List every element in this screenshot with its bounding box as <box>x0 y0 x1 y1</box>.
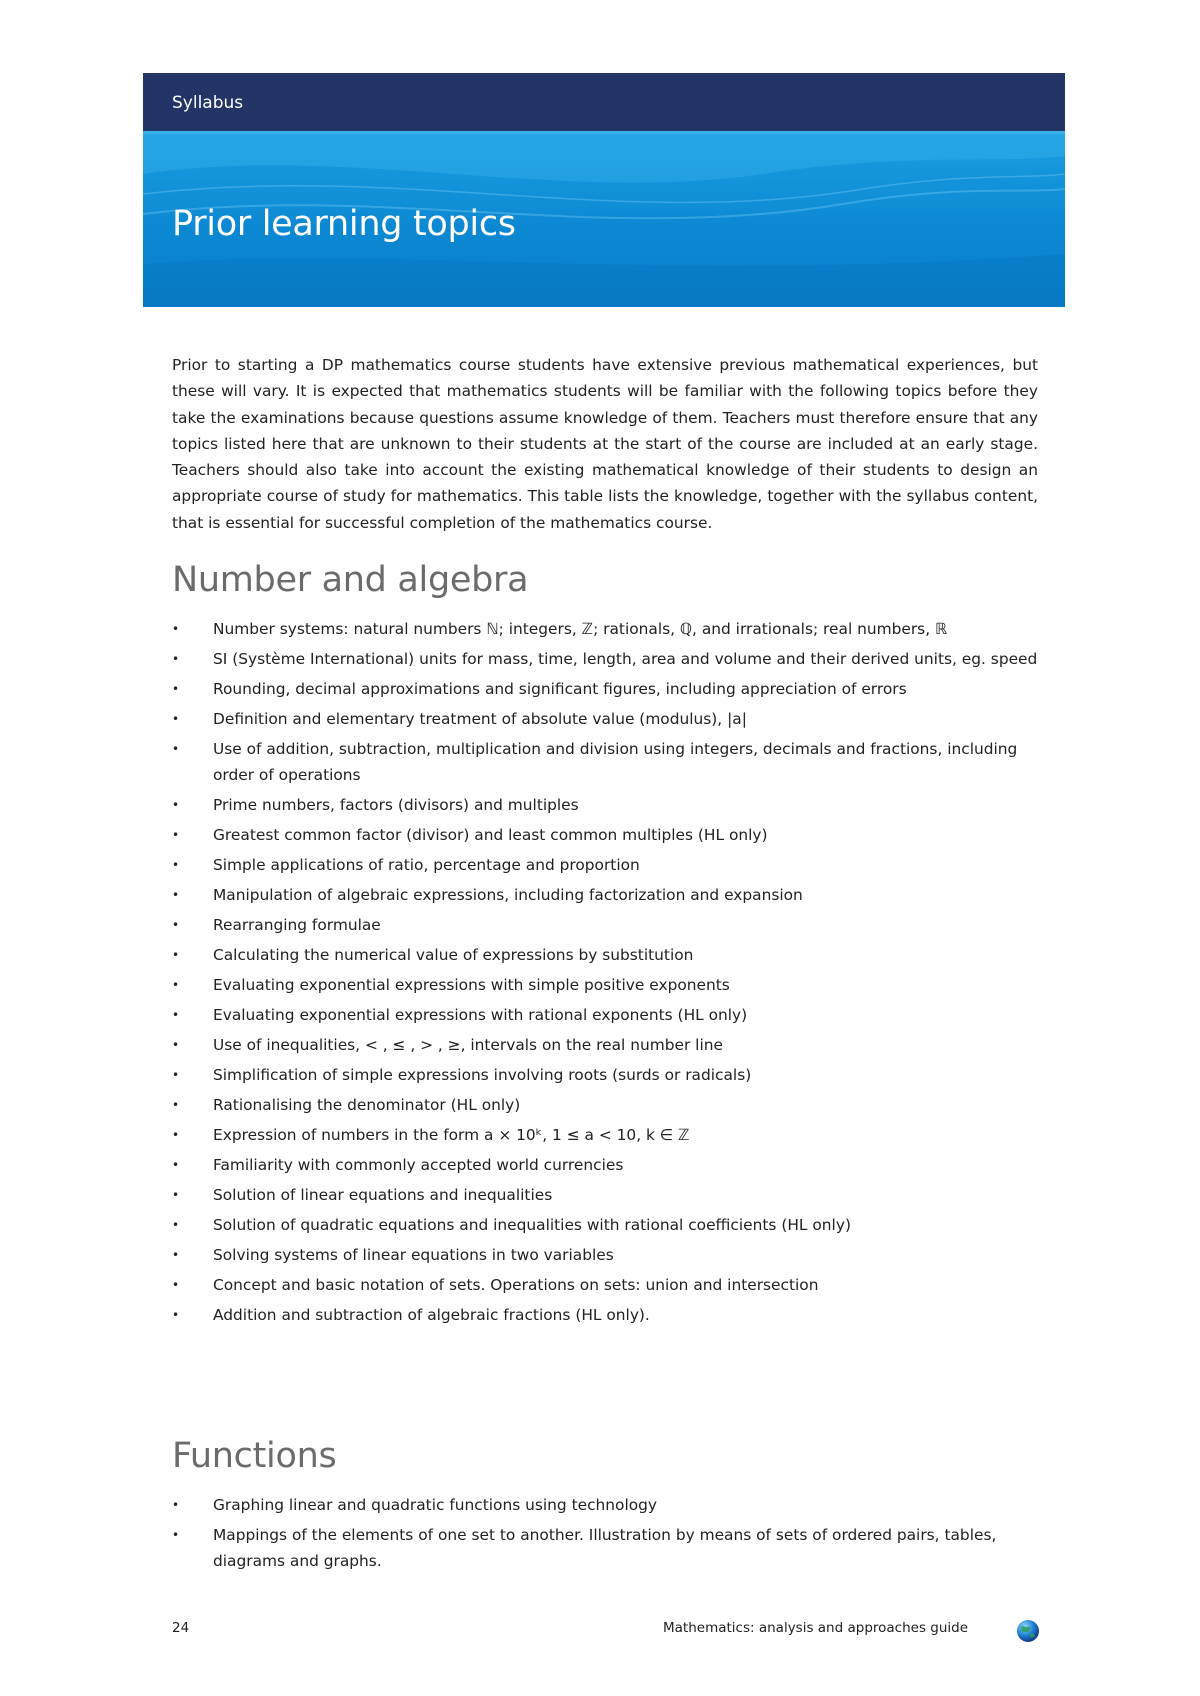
list-item <box>172 1032 1038 1058</box>
list-item-text: Simple applications of ratio, percentage and proportion <box>213 856 640 874</box>
list-item-text: Definition and elementary treatment of absolute value (modulus), |a| <box>213 710 747 728</box>
list-item <box>172 676 1038 702</box>
list-item <box>172 1062 1038 1088</box>
title-banner <box>143 134 1065 307</box>
number-algebra-list <box>172 616 1038 1332</box>
globe-icon <box>1016 1619 1040 1643</box>
page-number: 24 <box>172 1620 190 1636</box>
list-item-text: Prime numbers, factors (divisors) and multiples <box>213 796 579 814</box>
list-item-text: Solution of quadratic equations and inequalities with rational coefficients (HL only) <box>213 1216 851 1234</box>
section-heading-functions: Functions <box>172 1436 337 1476</box>
list-item <box>172 852 1038 878</box>
list-item <box>172 1492 1038 1518</box>
list-item-text: Graphing linear and quadratic functions using technology <box>213 1496 658 1514</box>
list-item <box>172 736 1038 788</box>
list-item-text: Rounding, decimal approximations and significant figures, including appreciation of errors <box>213 680 907 698</box>
list-item-text: Familiarity with commonly accepted world currencies <box>213 1156 624 1174</box>
list-item-text: Greatest common factor (divisor) and least common multiples (HL only) <box>213 826 768 844</box>
list-item <box>172 1152 1038 1178</box>
list-item <box>172 1302 1038 1328</box>
list-item <box>172 912 1038 938</box>
intro-paragraph: Prior to starting a DP mathematics course students have extensive previous mathematical experiences, but these will vary. It is expected that mathematics students will be familiar with the following topics before they take the examinations because questions assume knowledge of them. Teachers must therefore ensure that any topics listed here that are unknown to their students at the start of the course are included at an early stage. Teachers should also take into account the existing mathematical knowledge of their students to design an appropriate course of study for mathematics. This table lists the knowledge, together with the syllabus content, that is essential for successful completion of the mathematics course. <box>172 356 1038 532</box>
list-item <box>172 1522 1038 1574</box>
list-item-text: Rearranging formulae <box>213 916 381 934</box>
list-item-text: Mappings of the elements of one set to another. Illustration by means of sets of ordered pairs, tables, diagrams and graphs. <box>213 1526 997 1570</box>
list-item-text: Manipulation of algebraic expressions, including factorization and expansion <box>213 886 803 904</box>
list-item-text: Use of inequalities, < , ≤ , > , ≥, intervals on the real number line <box>213 1036 723 1054</box>
list-item <box>172 1182 1038 1208</box>
list-item-text: Expression of numbers in the form a × 10ᵏ, 1 ≤ a < 10, k ∈ ℤ <box>213 1126 690 1144</box>
list-item-text: Number systems: natural numbers ℕ; integers, ℤ; rationals, ℚ, and irrationals; real numbers, ℝ <box>213 620 948 638</box>
page-title: Prior learning topics <box>172 204 516 244</box>
list-item <box>172 942 1038 968</box>
section-heading-number-algebra: Number and algebra <box>172 560 529 600</box>
list-item <box>172 1002 1038 1028</box>
list-item <box>172 882 1038 908</box>
list-item <box>172 646 1038 672</box>
list-item-text: SI (Système International) units for mass, time, length, area and volume and their derived units, eg. speed <box>213 650 1038 668</box>
list-item <box>172 1212 1038 1238</box>
functions-list <box>172 1492 1038 1578</box>
list-item-text: Addition and subtraction of algebraic fractions (HL only). <box>213 1306 650 1324</box>
list-item-text: Rationalising the denominator (HL only) <box>213 1096 521 1114</box>
list-item <box>172 1092 1038 1118</box>
list-item-text: Evaluating exponential expressions with simple positive exponents <box>213 976 730 994</box>
section-header-bar <box>143 73 1065 131</box>
list-item-text: Solution of linear equations and inequalities <box>213 1186 553 1204</box>
list-item-text: Calculating the numerical value of expressions by substitution <box>213 946 694 964</box>
list-item-text: Concept and basic notation of sets. Operations on sets: union and intersection <box>213 1276 819 1294</box>
list-item <box>172 1122 1038 1148</box>
list-item <box>172 706 1038 732</box>
list-item <box>172 1272 1038 1298</box>
list-item <box>172 972 1038 998</box>
list-item <box>172 1242 1038 1268</box>
list-item-text: Simplification of simple expressions involving roots (surds or radicals) <box>213 1066 752 1084</box>
guide-title: Mathematics: analysis and approaches guide <box>663 1620 969 1636</box>
list-item <box>172 616 1038 642</box>
list-item-text: Use of addition, subtraction, multiplication and division using integers, decimals and fractions, including order of operations <box>213 740 1018 784</box>
list-item-text: Solving systems of linear equations in two variables <box>213 1246 614 1264</box>
list-item <box>172 792 1038 818</box>
list-item-text: Evaluating exponential expressions with rational exponents (HL only) <box>213 1006 748 1024</box>
section-label: Syllabus <box>172 93 244 113</box>
list-item <box>172 822 1038 848</box>
